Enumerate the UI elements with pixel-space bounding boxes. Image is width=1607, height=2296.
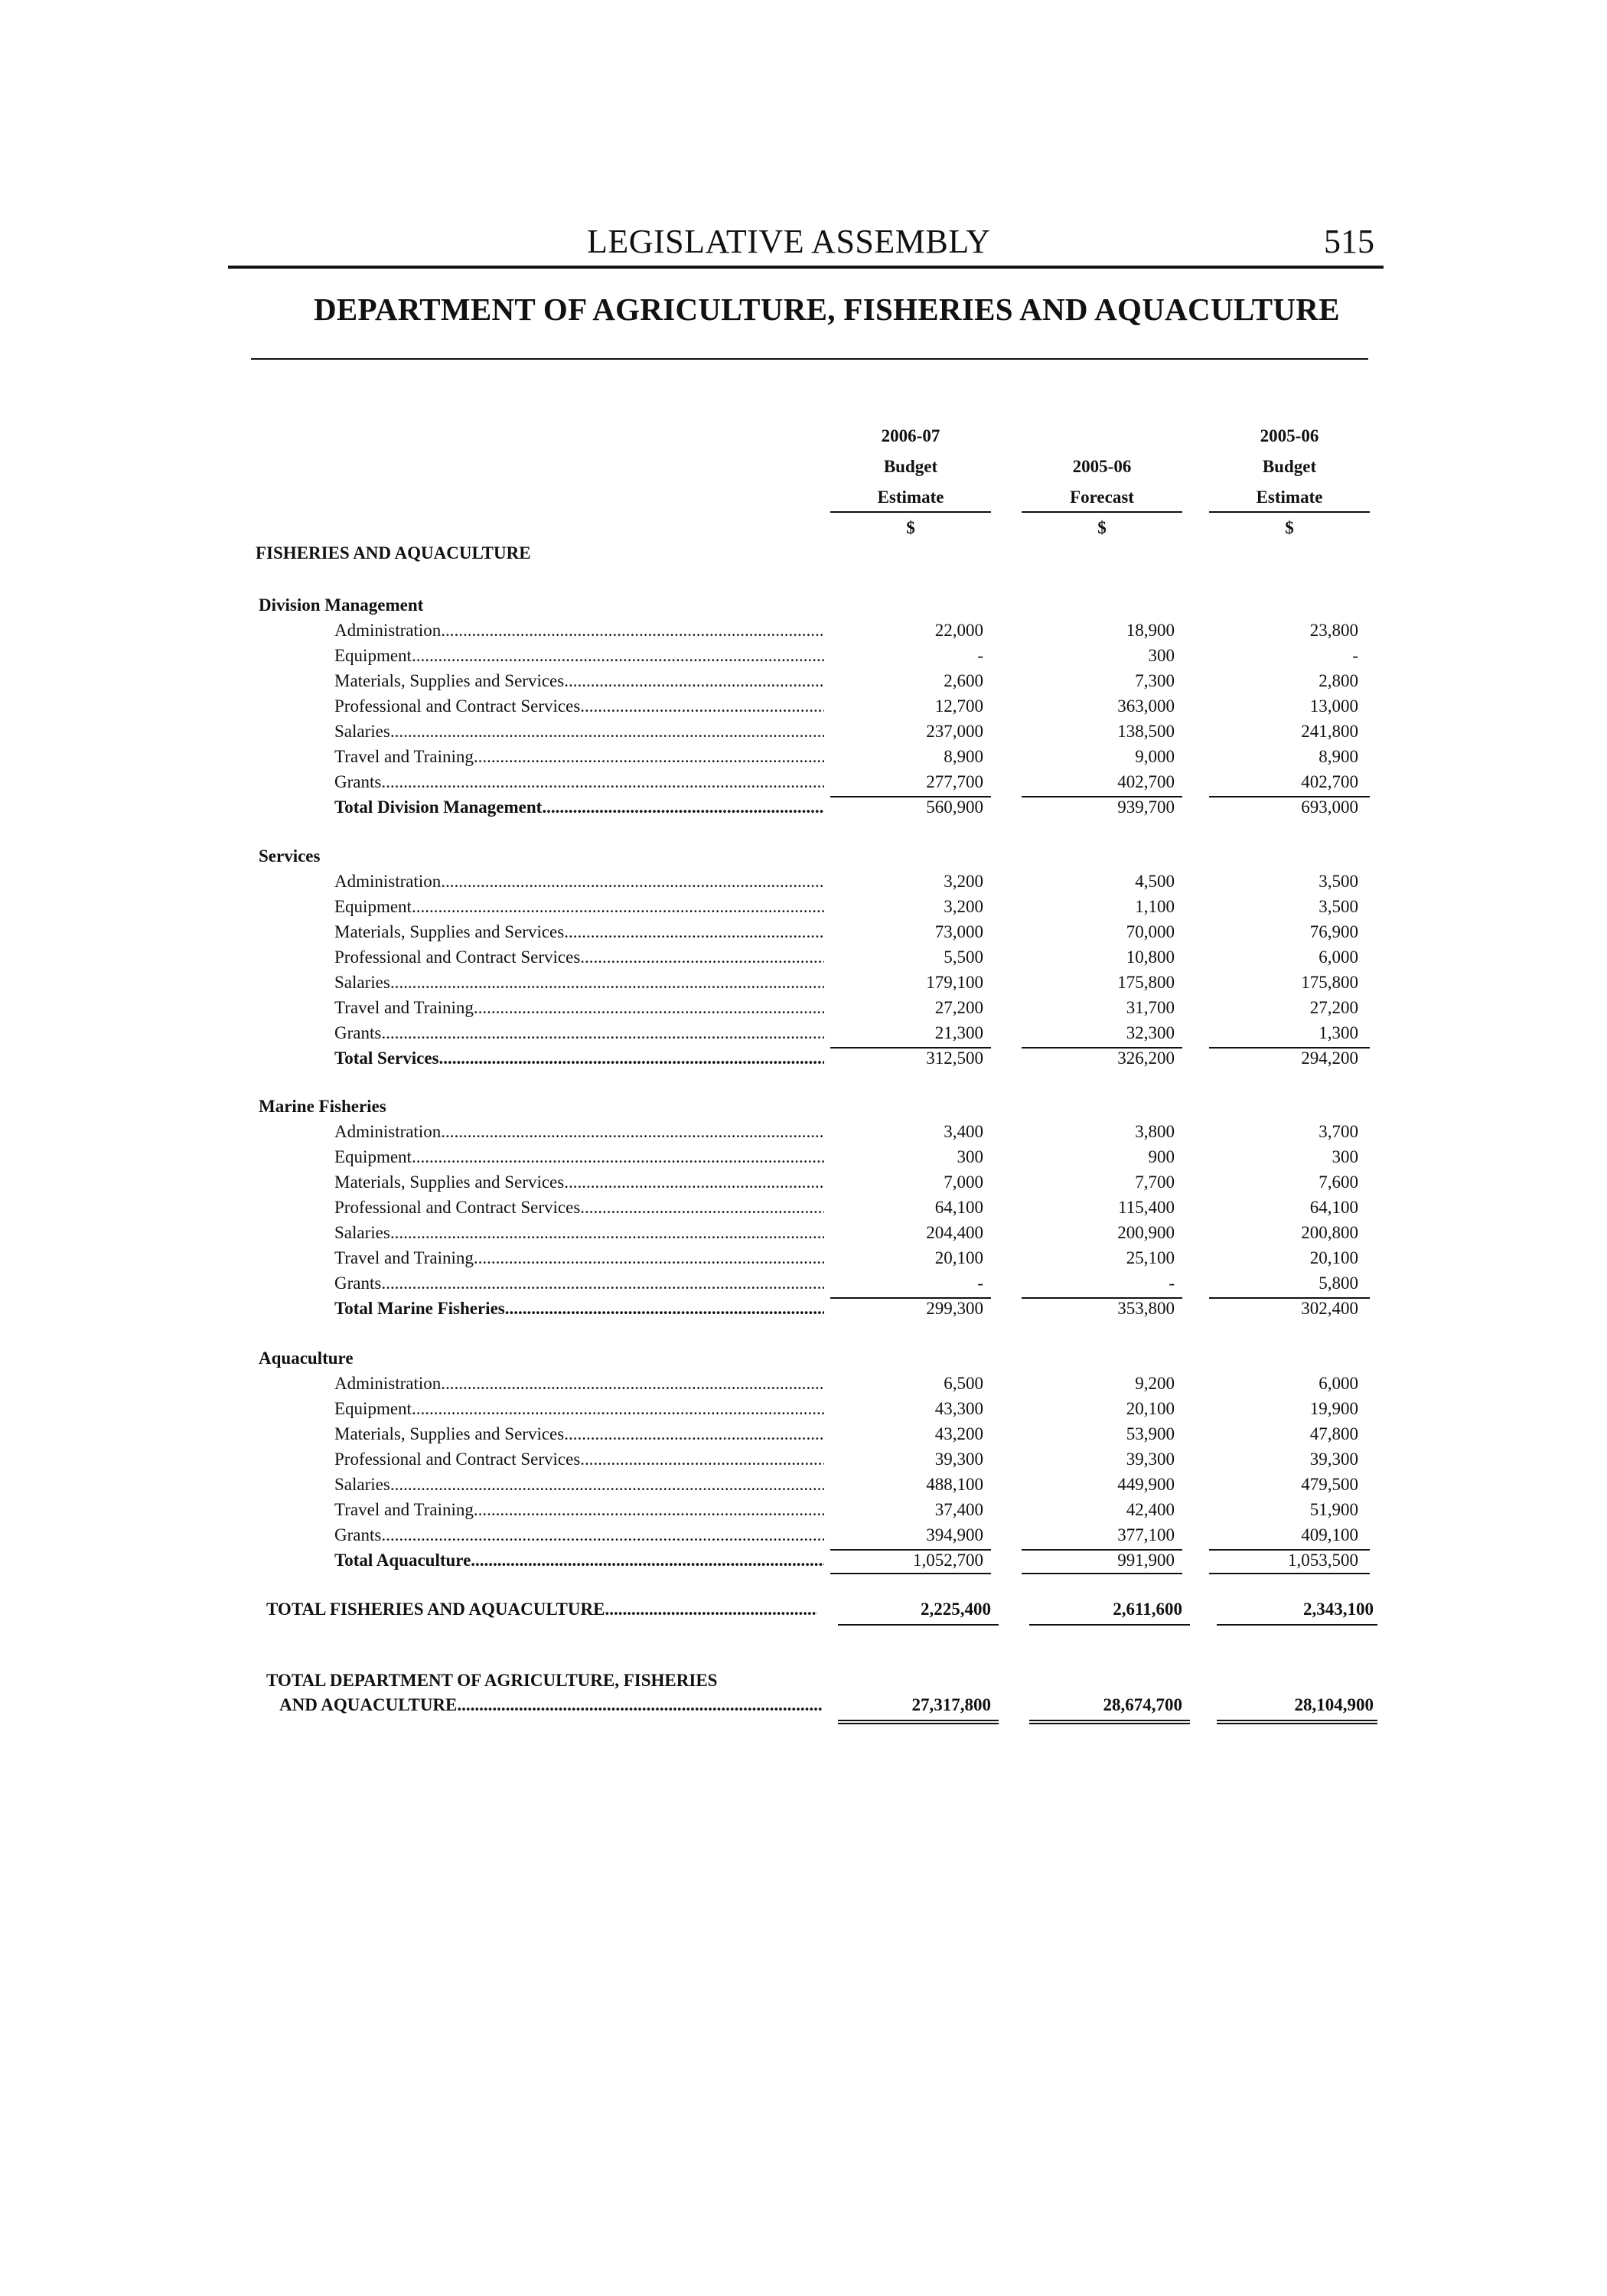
row-label: Administration .....	[334, 872, 824, 892]
total-fisheries-underline	[1029, 1624, 1190, 1626]
currency-unit: $	[1285, 518, 1294, 537]
group-title: Marine Fisheries	[259, 1097, 386, 1116]
table-row	[334, 1198, 1406, 1223]
row-value: 37,400	[934, 1500, 983, 1519]
row-value: 70,000	[1126, 922, 1175, 941]
row-value: 27,200	[934, 998, 983, 1017]
table-row	[334, 1475, 1406, 1500]
page-number: 515	[1324, 223, 1374, 260]
total-fisheries-underline	[1217, 1624, 1377, 1626]
column-heading-underline	[830, 511, 991, 513]
row-value: 25,100	[1126, 1248, 1175, 1267]
table-row	[334, 1424, 1406, 1450]
column-heading-2005-06-forecast	[1022, 421, 1182, 513]
table-row	[334, 1274, 1406, 1299]
row-value: 488,100	[926, 1475, 983, 1494]
row-value: 377,100	[1117, 1525, 1175, 1544]
row-value: 1,300	[1319, 1023, 1358, 1042]
total-underline	[830, 1573, 991, 1574]
row-value: 3,700	[1319, 1122, 1358, 1141]
total-fisheries-label: TOTAL FISHERIES AND AQUACULTURE .....	[266, 1600, 817, 1619]
row-value: 302,400	[1301, 1299, 1358, 1318]
row-value: 9,000	[1135, 747, 1175, 766]
row-value: 2,600	[944, 671, 983, 690]
table-row	[334, 998, 1406, 1023]
column-heading-2006-07-budget	[830, 421, 991, 513]
column-heading-line: 2005-06	[1072, 457, 1132, 476]
row-label: Salaries .....	[334, 1475, 824, 1495]
row-value: 10,800	[1126, 947, 1175, 967]
row-value: 449,900	[1117, 1475, 1175, 1494]
total-fisheries-row	[266, 1600, 1384, 1625]
total-fisheries-value-2006-07: 2,225,400	[921, 1600, 991, 1619]
group-total-row	[334, 797, 1406, 823]
group-title: Services	[259, 846, 321, 866]
row-label: Professional and Contract Services .....	[334, 1450, 824, 1469]
row-label: Professional and Contract Services .....	[334, 947, 824, 967]
row-label: Travel and Training .....	[334, 998, 824, 1018]
row-value: 47,800	[1309, 1424, 1358, 1443]
row-value: 43,200	[934, 1424, 983, 1443]
row-label: Equipment .....	[334, 1147, 824, 1167]
row-value: 300	[957, 1147, 983, 1166]
row-value: 300	[1148, 646, 1175, 665]
row-value: 3,800	[1135, 1122, 1175, 1141]
row-value: 7,600	[1319, 1172, 1358, 1192]
row-label: Grants .....	[334, 1525, 824, 1545]
row-value: 22,000	[934, 621, 983, 640]
row-value: 2,800	[1319, 671, 1358, 690]
row-value: 20,100	[1309, 1248, 1358, 1267]
total-fisheries-value-2005-06-forecast: 2,611,600	[1113, 1600, 1182, 1619]
row-label: Grants .....	[334, 772, 824, 792]
table-row	[334, 922, 1406, 947]
row-value: 363,000	[1117, 696, 1175, 716]
group-total-label: Total Division Management .....	[334, 797, 824, 817]
column-heading-line: 2005-06	[1260, 426, 1319, 445]
total-department-value-2006-07: 27,317,800	[911, 1695, 991, 1714]
subtotal-underline	[1209, 1297, 1370, 1299]
row-value: 8,900	[1319, 747, 1358, 766]
row-value: 20,100	[934, 1248, 983, 1267]
row-label: Administration .....	[334, 1374, 824, 1394]
subtotal-underline	[830, 1549, 991, 1551]
column-heading-2005-06-budget	[1209, 421, 1370, 513]
table-row	[334, 696, 1406, 722]
row-value: 138,500	[1117, 722, 1175, 741]
total-department-double-underline	[1029, 1720, 1190, 1724]
table-row	[334, 1172, 1406, 1198]
column-heading-underline	[1022, 511, 1182, 513]
table-row	[334, 671, 1406, 696]
row-value: 3,500	[1319, 897, 1358, 916]
currency-unit: $	[906, 518, 915, 537]
row-value: 6,000	[1319, 947, 1358, 967]
row-label: Materials, Supplies and Services .....	[334, 671, 824, 691]
subtotal-underline	[830, 796, 991, 797]
row-label: Grants .....	[334, 1023, 824, 1043]
table-row	[334, 1500, 1406, 1525]
department-rule	[251, 358, 1368, 360]
row-value: 53,900	[1126, 1424, 1175, 1443]
row-value: 18,900	[1126, 621, 1175, 640]
total-department-double-underline	[838, 1720, 999, 1724]
row-value: -	[977, 1274, 983, 1293]
row-label: Professional and Contract Services .....	[334, 696, 824, 716]
row-value: 560,900	[926, 797, 983, 817]
row-value: 991,900	[1117, 1551, 1175, 1570]
table-row	[334, 973, 1406, 998]
subtotal-underline	[830, 1297, 991, 1299]
row-label: Materials, Supplies and Services .....	[334, 1424, 824, 1444]
row-value: 200,800	[1301, 1223, 1358, 1242]
row-value: 3,200	[944, 872, 983, 891]
column-heading-line: Budget	[883, 457, 938, 476]
subtotal-underline	[830, 1047, 991, 1049]
group-title: Aquaculture	[259, 1349, 354, 1368]
row-label: Materials, Supplies and Services .....	[334, 1172, 824, 1192]
row-value: 27,200	[1309, 998, 1358, 1017]
row-value: 326,200	[1117, 1049, 1175, 1068]
group-total-label: Total Services .....	[334, 1049, 824, 1068]
table-row	[334, 1374, 1406, 1399]
row-label: Equipment .....	[334, 646, 824, 666]
row-value: 13,000	[1309, 696, 1358, 716]
total-department-value-2005-06-forecast: 28,674,700	[1103, 1695, 1182, 1714]
group-total-label: Total Aquaculture .....	[334, 1551, 824, 1570]
row-label: Materials, Supplies and Services .....	[334, 922, 824, 942]
row-value: 479,500	[1301, 1475, 1358, 1494]
row-value: 204,400	[926, 1223, 983, 1242]
row-value: 42,400	[1126, 1500, 1175, 1519]
row-value: 43,300	[934, 1399, 983, 1418]
row-value: 939,700	[1117, 797, 1175, 817]
table-row	[334, 1023, 1406, 1049]
row-value: 19,900	[1309, 1399, 1358, 1418]
row-value: 3,500	[1319, 872, 1358, 891]
row-value: 39,300	[934, 1450, 983, 1469]
row-value: 3,400	[944, 1122, 983, 1141]
row-value: 64,100	[934, 1198, 983, 1217]
total-department-label: TOTAL DEPARTMENT OF AGRICULTURE, FISHERIES	[266, 1671, 718, 1690]
row-value: 1,053,500	[1288, 1551, 1358, 1570]
table-row	[334, 1450, 1406, 1475]
row-value: 300	[1332, 1147, 1358, 1166]
table-row	[334, 1223, 1406, 1248]
row-label: Salaries .....	[334, 722, 824, 742]
row-value: 39,300	[1309, 1450, 1358, 1469]
row-value: 1,100	[1135, 897, 1175, 916]
row-value: 241,800	[1301, 722, 1358, 741]
subtotal-underline	[1022, 796, 1182, 797]
row-label: Administration .....	[334, 1122, 824, 1142]
row-value: 200,900	[1117, 1223, 1175, 1242]
table-row	[334, 1248, 1406, 1274]
table-row	[334, 1147, 1406, 1172]
row-value: 64,100	[1309, 1198, 1358, 1217]
total-underline	[1209, 1573, 1370, 1574]
group-total-row	[334, 1049, 1406, 1074]
row-value: 7,000	[944, 1172, 983, 1192]
row-value: 76,900	[1309, 922, 1358, 941]
row-value: 175,800	[1301, 973, 1358, 992]
group-total-label: Total Marine Fisheries .....	[334, 1299, 824, 1319]
column-heading-line: Budget	[1262, 457, 1317, 476]
table-row	[334, 897, 1406, 922]
total-department-double-underline	[1217, 1720, 1377, 1724]
row-value: 900	[1148, 1147, 1175, 1166]
column-heading-line: 2006-07	[881, 426, 940, 445]
row-value: 32,300	[1126, 1023, 1175, 1042]
row-value: 115,400	[1118, 1198, 1175, 1217]
row-value: 693,000	[1301, 797, 1358, 817]
row-value: 6,000	[1319, 1374, 1358, 1393]
row-value: 175,800	[1117, 973, 1175, 992]
row-value: 277,700	[926, 772, 983, 791]
table-row	[334, 1399, 1406, 1424]
row-value: 31,700	[1126, 998, 1175, 1017]
section-title: FISHERIES AND AQUACULTURE	[256, 543, 531, 563]
table-row	[334, 722, 1406, 747]
assembly-header: LEGISLATIVE ASSEMBLY	[587, 223, 991, 260]
total-fisheries-value-2005-06-budget: 2,343,100	[1303, 1600, 1374, 1619]
row-value: 8,900	[944, 747, 983, 766]
row-label: Equipment .....	[334, 1399, 824, 1419]
subtotal-underline	[1209, 1047, 1370, 1049]
column-heading-line: Estimate	[877, 488, 944, 507]
row-value: 3,200	[944, 897, 983, 916]
row-label: Administration .....	[334, 621, 824, 641]
row-value: 237,000	[926, 722, 983, 741]
row-value: 299,300	[926, 1299, 983, 1318]
row-value: 179,100	[926, 973, 983, 992]
row-value: 402,700	[1117, 772, 1175, 791]
row-value: 39,300	[1126, 1450, 1175, 1469]
group-total-row	[334, 1299, 1406, 1324]
row-label: Salaries .....	[334, 1223, 824, 1243]
row-label: Travel and Training .....	[334, 1248, 824, 1268]
row-value: 294,200	[1301, 1049, 1358, 1068]
subtotal-underline	[1209, 796, 1370, 797]
table-row	[334, 747, 1406, 772]
row-label: Grants .....	[334, 1274, 824, 1293]
row-value: 7,300	[1135, 671, 1175, 690]
header-rule	[228, 266, 1384, 269]
row-value: 4,500	[1135, 872, 1175, 891]
currency-unit: $	[1097, 518, 1107, 537]
row-value: 312,500	[926, 1049, 983, 1068]
subtotal-underline	[1022, 1549, 1182, 1551]
column-heading-line: Forecast	[1070, 488, 1134, 507]
table-row	[334, 1122, 1406, 1147]
row-value: 409,100	[1301, 1525, 1358, 1544]
group-title: Division Management	[259, 595, 424, 615]
row-value: 5,800	[1319, 1274, 1358, 1293]
total-department-row	[279, 1695, 1397, 1720]
row-value: 402,700	[1301, 772, 1358, 791]
table-row	[334, 872, 1406, 897]
row-value: -	[977, 646, 983, 665]
table-row	[334, 947, 1406, 973]
row-value: 51,900	[1309, 1500, 1358, 1519]
table-row	[334, 1525, 1406, 1551]
column-heading-line: Estimate	[1256, 488, 1323, 507]
row-value: -	[1169, 1274, 1175, 1293]
row-label: Travel and Training .....	[334, 747, 824, 767]
total-department-label-line1	[266, 1671, 955, 1696]
row-label: Equipment .....	[334, 897, 824, 917]
row-value: 353,800	[1117, 1299, 1175, 1318]
subtotal-underline	[1209, 1549, 1370, 1551]
row-value: 73,000	[934, 922, 983, 941]
row-value: 9,200	[1135, 1374, 1175, 1393]
department-title: DEPARTMENT OF AGRICULTURE, FISHERIES AND AQUACULTURE	[314, 292, 1340, 327]
row-value: 6,500	[944, 1374, 983, 1393]
column-heading-line	[1022, 421, 1182, 452]
table-row	[334, 646, 1406, 671]
table-row	[334, 621, 1406, 646]
row-label: Salaries .....	[334, 973, 824, 993]
row-value: 394,900	[926, 1525, 983, 1544]
column-heading-underline	[1209, 511, 1370, 513]
row-value: 7,700	[1135, 1172, 1175, 1192]
row-label: Professional and Contract Services .....	[334, 1198, 824, 1218]
row-value: 5,500	[944, 947, 983, 967]
row-value: -	[1352, 646, 1358, 665]
row-label: Travel and Training .....	[334, 1500, 824, 1520]
row-value: 20,100	[1126, 1399, 1175, 1418]
total-department-value-2005-06-budget: 28,104,900	[1294, 1695, 1374, 1714]
table-row	[334, 772, 1406, 797]
subtotal-underline	[1022, 1297, 1182, 1299]
total-department-label: AND AQUACULTURE .....	[279, 1695, 823, 1715]
row-value: 21,300	[934, 1023, 983, 1042]
total-underline	[1022, 1573, 1182, 1574]
row-value: 12,700	[934, 696, 983, 716]
row-value: 1,052,700	[913, 1551, 983, 1570]
subtotal-underline	[1022, 1047, 1182, 1049]
total-fisheries-underline	[838, 1624, 999, 1626]
row-value: 23,800	[1309, 621, 1358, 640]
